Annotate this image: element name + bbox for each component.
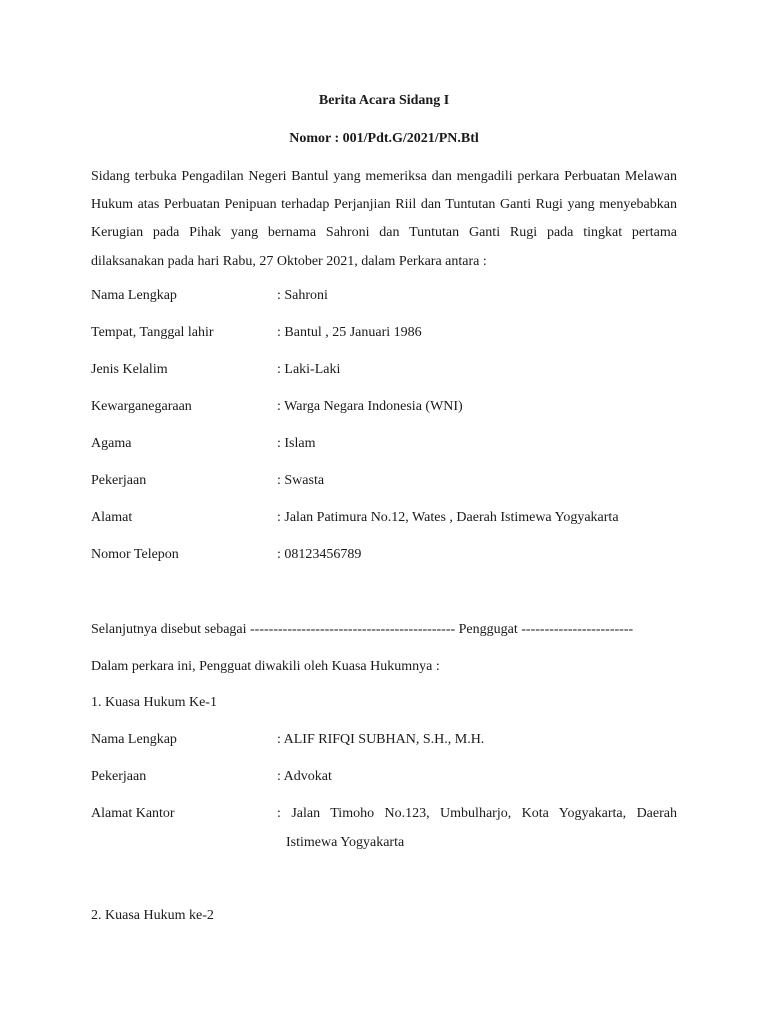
field-label: Alamat: [91, 510, 133, 525]
field-value: : Sahroni: [277, 288, 328, 303]
field-label: Nomor Telepon: [91, 547, 179, 562]
field-value: : Jalan Patimura No.12, Wates , Daerah Istimewa Yogyakarta: [277, 510, 619, 525]
field-value: : Warga Negara Indonesia (WNI): [277, 399, 463, 414]
kuasa-1-alamat-value: [277, 800, 677, 857]
field-label: Alamat Kantor: [91, 806, 175, 821]
penggugat-row-jenis-kelamin: [91, 360, 691, 380]
penggugat-row-agama: [91, 434, 691, 454]
representation-statement: Dalam perkara ini, Pengguat diwakili oleh Kuasa Hukumnya :: [91, 659, 440, 674]
field-value: : Swasta: [277, 473, 325, 488]
field-value: : ALIF RIFQI SUBHAN, S.H., M.H.: [277, 732, 485, 747]
field-value: : Bantul , 25 Januari 1986: [277, 325, 422, 340]
field-value: : Islam: [277, 436, 316, 451]
penggugat-row-telepon: [91, 545, 691, 565]
field-label: Tempat, Tanggal lahir: [91, 325, 214, 340]
penggugat-designation: Selanjutnya disebut sebagai -------------------------------------------- Penggugat ------------------------: [91, 622, 634, 637]
kuasa-1-row-pekerjaan: [91, 767, 691, 787]
field-label: Agama: [91, 436, 132, 451]
field-label: Pekerjaan: [91, 473, 147, 488]
penggugat-row-alamat: [91, 508, 691, 528]
field-value: : Advokat: [277, 769, 332, 784]
kuasa-2-heading: 2. Kuasa Hukum ke-2: [91, 908, 214, 923]
field-label: Kewarganegaraan: [91, 399, 192, 414]
field-label: Nama Lengkap: [91, 732, 177, 747]
penggugat-row-pekerjaan: [91, 471, 691, 491]
case-number: Nomor : 001/Pdt.G/2021/PN.Btl: [289, 131, 479, 146]
field-value: : Laki-Laki: [277, 362, 341, 377]
field-label: Nama Lengkap: [91, 288, 177, 303]
kuasa-1-row-nama: [91, 730, 691, 750]
field-label: Jenis Kelalim: [91, 362, 168, 377]
document-title: Berita Acara Sidang I: [318, 93, 450, 108]
field-label: Pekerjaan: [91, 769, 147, 784]
penggugat-row-kewarganegaraan: [91, 397, 691, 417]
kuasa-1-heading: 1. Kuasa Hukum Ke-1: [91, 695, 217, 710]
field-value: : 08123456789: [277, 547, 362, 562]
penggugat-row-ttl: [91, 323, 691, 343]
intro-paragraph: Sidang terbuka Pengadilan Negeri Bantul yang memeriksa dan mengadili perkara Perbuatan Melawan Hukum atas Perbuatan Penipuan terhadap Perjanjian Riil dan Tuntutan Ganti Rugi yang menyebabkan Kerugian pada Pihak yang bernama Sahroni dan Tuntutan Ganti Rugi pada tingkat pertama dilaksanakan pada hari Rabu, 27 Oktober 2021, dalam Perkara antara :: [91, 169, 677, 269]
penggugat-row-nama: [91, 286, 691, 306]
field-value: : Jalan Timoho No.123, Umbulharjo, Kota Yogyakarta, Daerah Istimewa Yogyakarta: [277, 806, 677, 850]
